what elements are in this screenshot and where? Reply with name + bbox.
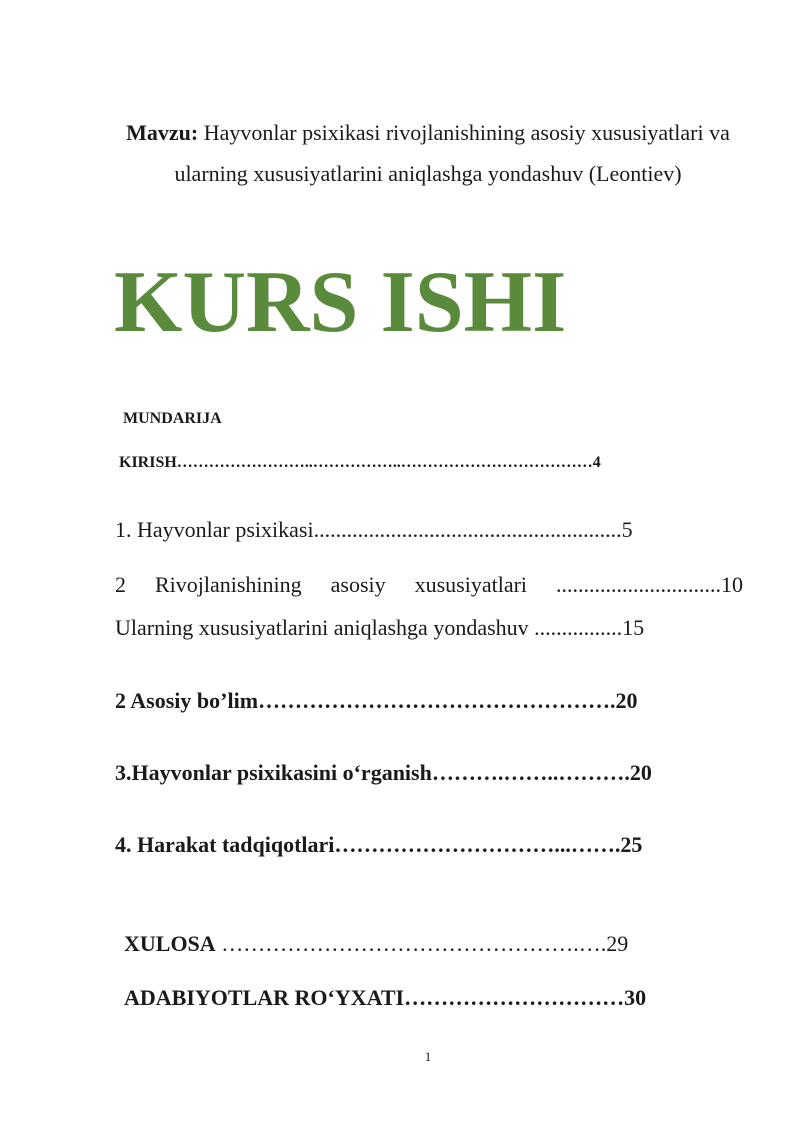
toc-xulosa [124,931,628,957]
topic-label: Mavzu: [126,120,199,145]
toc-item-4: 2 Asosiy bo’lim………………………………………….20 [115,688,638,713]
topic-paragraph [100,112,756,194]
toc-adabiyotlar: ADABIYOTLAR RO‘YXATI…………………………30 [124,985,647,1010]
toc-xulosa-dots: ………………………………………….….29 [215,931,629,956]
page-title: KURS ISHI [114,254,567,351]
toc-item-2-word: Rivojlanishining [154,572,302,597]
page-number: 1 [424,1049,432,1064]
toc-item-2 [115,572,743,598]
toc-item-3: Ularning xususiyatlarini aniqlashga yondashuv ................15 [115,615,645,640]
toc-item-2-word: ..............................10 [556,572,743,597]
toc-item-2-word: 2 [115,572,126,597]
contents-heading: MUNDARIJA [123,410,222,427]
topic-text: Hayvonlar psixikasi rivojlanishining asosiy xususiyatlari va ularning xususiyatlarini aniqlashga yondashuv (Leontiev) [174,120,730,186]
toc-item-1: 1. Hayvonlar psixikasi........................................................5 [115,517,633,542]
toc-xulosa-label: XULOSA [124,931,216,956]
toc-kirish: KIRISH……………………..……………..………………………………4 [119,454,601,471]
toc-item-5: 3.Hayvonlar psixikasini o‘rganish……….……..……….20 [115,760,652,785]
toc-item-2-word: xususiyatlari [414,572,528,597]
toc-item-6: 4. Harakat tadqiqotlari…………………………...…….25 [115,832,643,857]
toc-item-2-word: asosiy [330,572,386,597]
